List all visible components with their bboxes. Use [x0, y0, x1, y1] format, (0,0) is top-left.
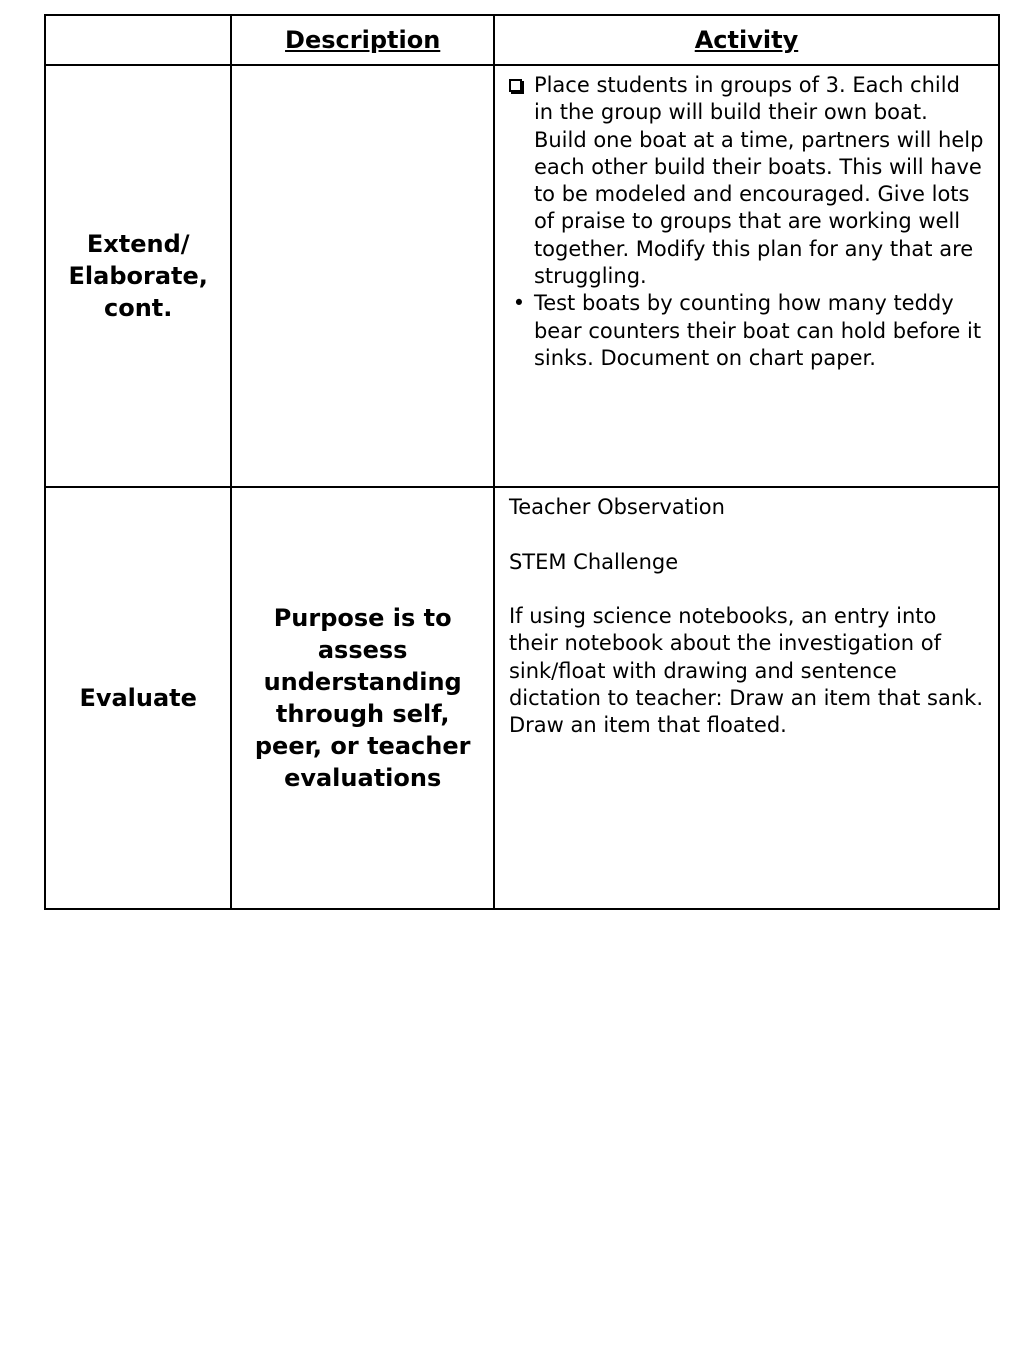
phase-label: Evaluate — [79, 684, 197, 712]
table-header-row — [45, 15, 999, 65]
list-item — [509, 290, 984, 372]
description-evaluate — [231, 487, 494, 909]
header-phase — [45, 15, 231, 65]
list-item — [509, 72, 984, 290]
phase-evaluate — [45, 487, 231, 909]
list-item-text: Test boats by counting how many teddy bear counters their boat can hold before it sinks. Document on chart paper. — [533, 291, 982, 370]
activity-paragraph: Teacher Observation — [508, 495, 725, 519]
phase-extend-elaborate — [45, 65, 231, 487]
header-activity: Activity — [494, 15, 999, 65]
activity-paragraph: STEM Challenge — [508, 549, 679, 574]
bullet-dot-icon: • — [512, 291, 526, 316]
activity-list — [495, 66, 998, 372]
header-description: Description — [231, 15, 494, 65]
description-text: Purpose is to assess understanding through self, peer, or teacher evaluations — [254, 604, 471, 792]
lesson-plan-table — [44, 14, 1000, 910]
evaluation-activities — [495, 488, 998, 740]
activity-extend — [494, 65, 999, 487]
table-row-evaluate — [45, 487, 999, 909]
table-row-extend — [45, 65, 999, 487]
list-item-text: Place students in groups of 3. Each child in the group will build their own boat. Build one boat at a time, partners will help each other build their boats. This will have to be modeled and encouraged. Give lots of praise to groups that are working well together. Modify this plan for any that are struggling. — [533, 73, 984, 289]
activity-evaluate — [494, 487, 999, 909]
activity-paragraph: If using science notebooks, an entry into their notebook about the investigation of sink/float with drawing and sentence dictation to teacher: Draw an item that sank. Draw an item that floated. — [508, 604, 983, 738]
checkbox-icon — [509, 72, 534, 290]
description-extend — [231, 65, 494, 487]
phase-label: Extend/ Elaborate, cont. — [68, 230, 208, 322]
